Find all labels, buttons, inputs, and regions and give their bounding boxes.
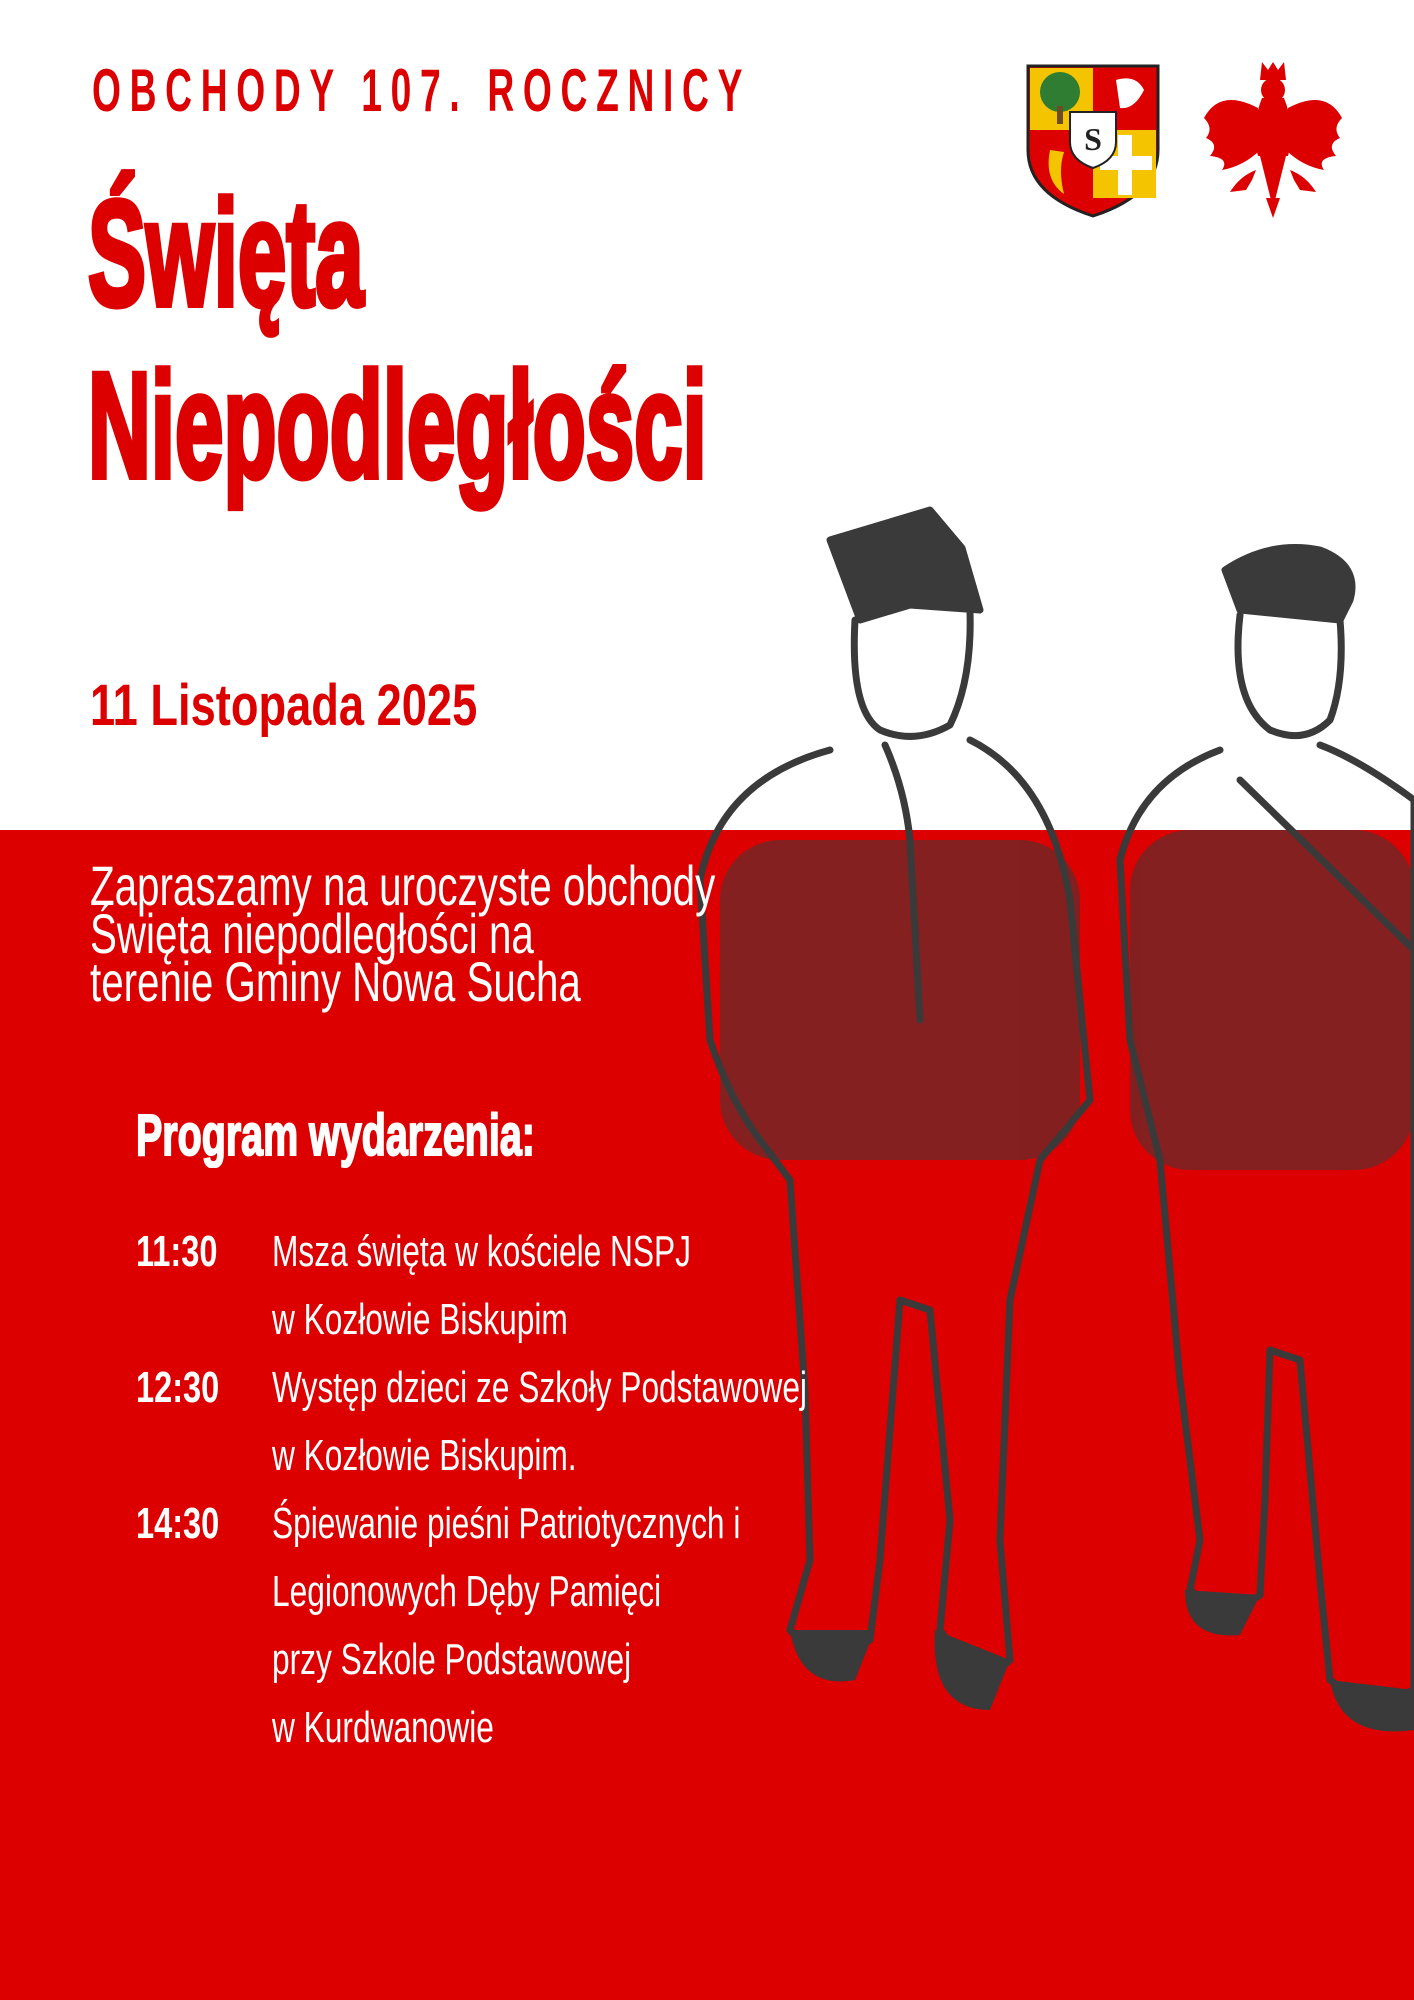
svg-text:S: S bbox=[1084, 121, 1102, 157]
soldier-right-boot-right bbox=[1330, 1680, 1414, 1731]
schedule-line bbox=[272, 1354, 1015, 1422]
soldier-right-hatching bbox=[1130, 830, 1414, 1170]
soldier-right-cap bbox=[1225, 548, 1352, 621]
schedule-line-text: Śpiewanie pieśni Patriotycznych i bbox=[272, 1499, 741, 1548]
schedule-line-text: Występ dzieci ze Szkoły Podstawowej bbox=[272, 1363, 807, 1412]
schedule-time-text: 14:30 bbox=[136, 1499, 220, 1548]
title-line-1-text: Święta bbox=[88, 169, 364, 337]
schedule-line bbox=[272, 1558, 1015, 1626]
schedule-description bbox=[272, 1490, 1015, 1762]
invitation-line-text: Święta niepodległości na bbox=[90, 902, 534, 965]
schedule-item bbox=[136, 1354, 1015, 1490]
schedule-item bbox=[136, 1218, 1015, 1354]
soldier-left-head bbox=[854, 612, 970, 736]
schedule-line-text: w Kozłowie Biskupim bbox=[272, 1295, 568, 1344]
program-heading-text: Program wydarzenia: bbox=[136, 1103, 535, 1168]
event-date bbox=[90, 672, 586, 739]
schedule-line bbox=[272, 1286, 1015, 1354]
soldier-right-head bbox=[1238, 615, 1341, 736]
coat-of-arms-icon bbox=[1024, 60, 1162, 220]
soldier-right-boot-left bbox=[1185, 1590, 1260, 1635]
program-heading bbox=[136, 1102, 723, 1169]
title-line-2 bbox=[88, 341, 1155, 509]
invitation-line bbox=[90, 950, 958, 1013]
schedule-line bbox=[272, 1694, 1015, 1762]
event-date-text: 11 Listopada 2025 bbox=[90, 673, 478, 738]
schedule-line-text: przy Szkole Podstawowej bbox=[272, 1635, 632, 1684]
subtitle-text: OBCHODY 107. ROCZNICY bbox=[92, 57, 752, 124]
schedule-time bbox=[136, 1218, 246, 1286]
schedule-line-text: w Kozłowie Biskupim. bbox=[272, 1431, 577, 1480]
soldier-left-cap bbox=[830, 510, 980, 620]
invitation-text bbox=[90, 854, 958, 1013]
schedule-description bbox=[272, 1218, 1015, 1354]
schedule-item bbox=[136, 1490, 1015, 1762]
anniversary-subtitle bbox=[92, 56, 1155, 125]
schedule-time bbox=[136, 1490, 249, 1558]
schedule-time bbox=[136, 1354, 249, 1422]
title-line-2-text: Niepodległości bbox=[88, 341, 707, 509]
schedule-line-text: Legionowych Dęby Pamięci bbox=[272, 1567, 662, 1616]
schedule-line bbox=[272, 1422, 1015, 1490]
schedule-description bbox=[272, 1354, 1015, 1490]
schedule-line-text: Msza święta w kościele NSPJ bbox=[272, 1227, 692, 1276]
schedule-line-text: w Kurdwanowie bbox=[272, 1703, 494, 1752]
event-schedule bbox=[136, 1218, 1015, 1762]
invitation-line-text: terenie Gminy Nowa Sucha bbox=[90, 950, 581, 1013]
schedule-line bbox=[272, 1490, 1015, 1558]
schedule-time-text: 12:30 bbox=[136, 1363, 220, 1412]
polish-eagle-icon bbox=[1200, 58, 1346, 220]
title-line-1 bbox=[88, 169, 563, 337]
schedule-line bbox=[272, 1218, 1015, 1286]
schedule-line bbox=[272, 1626, 1015, 1694]
invitation-line-text: Zapraszamy na uroczyste obchody bbox=[90, 854, 716, 917]
schedule-time-text: 11:30 bbox=[136, 1227, 218, 1276]
